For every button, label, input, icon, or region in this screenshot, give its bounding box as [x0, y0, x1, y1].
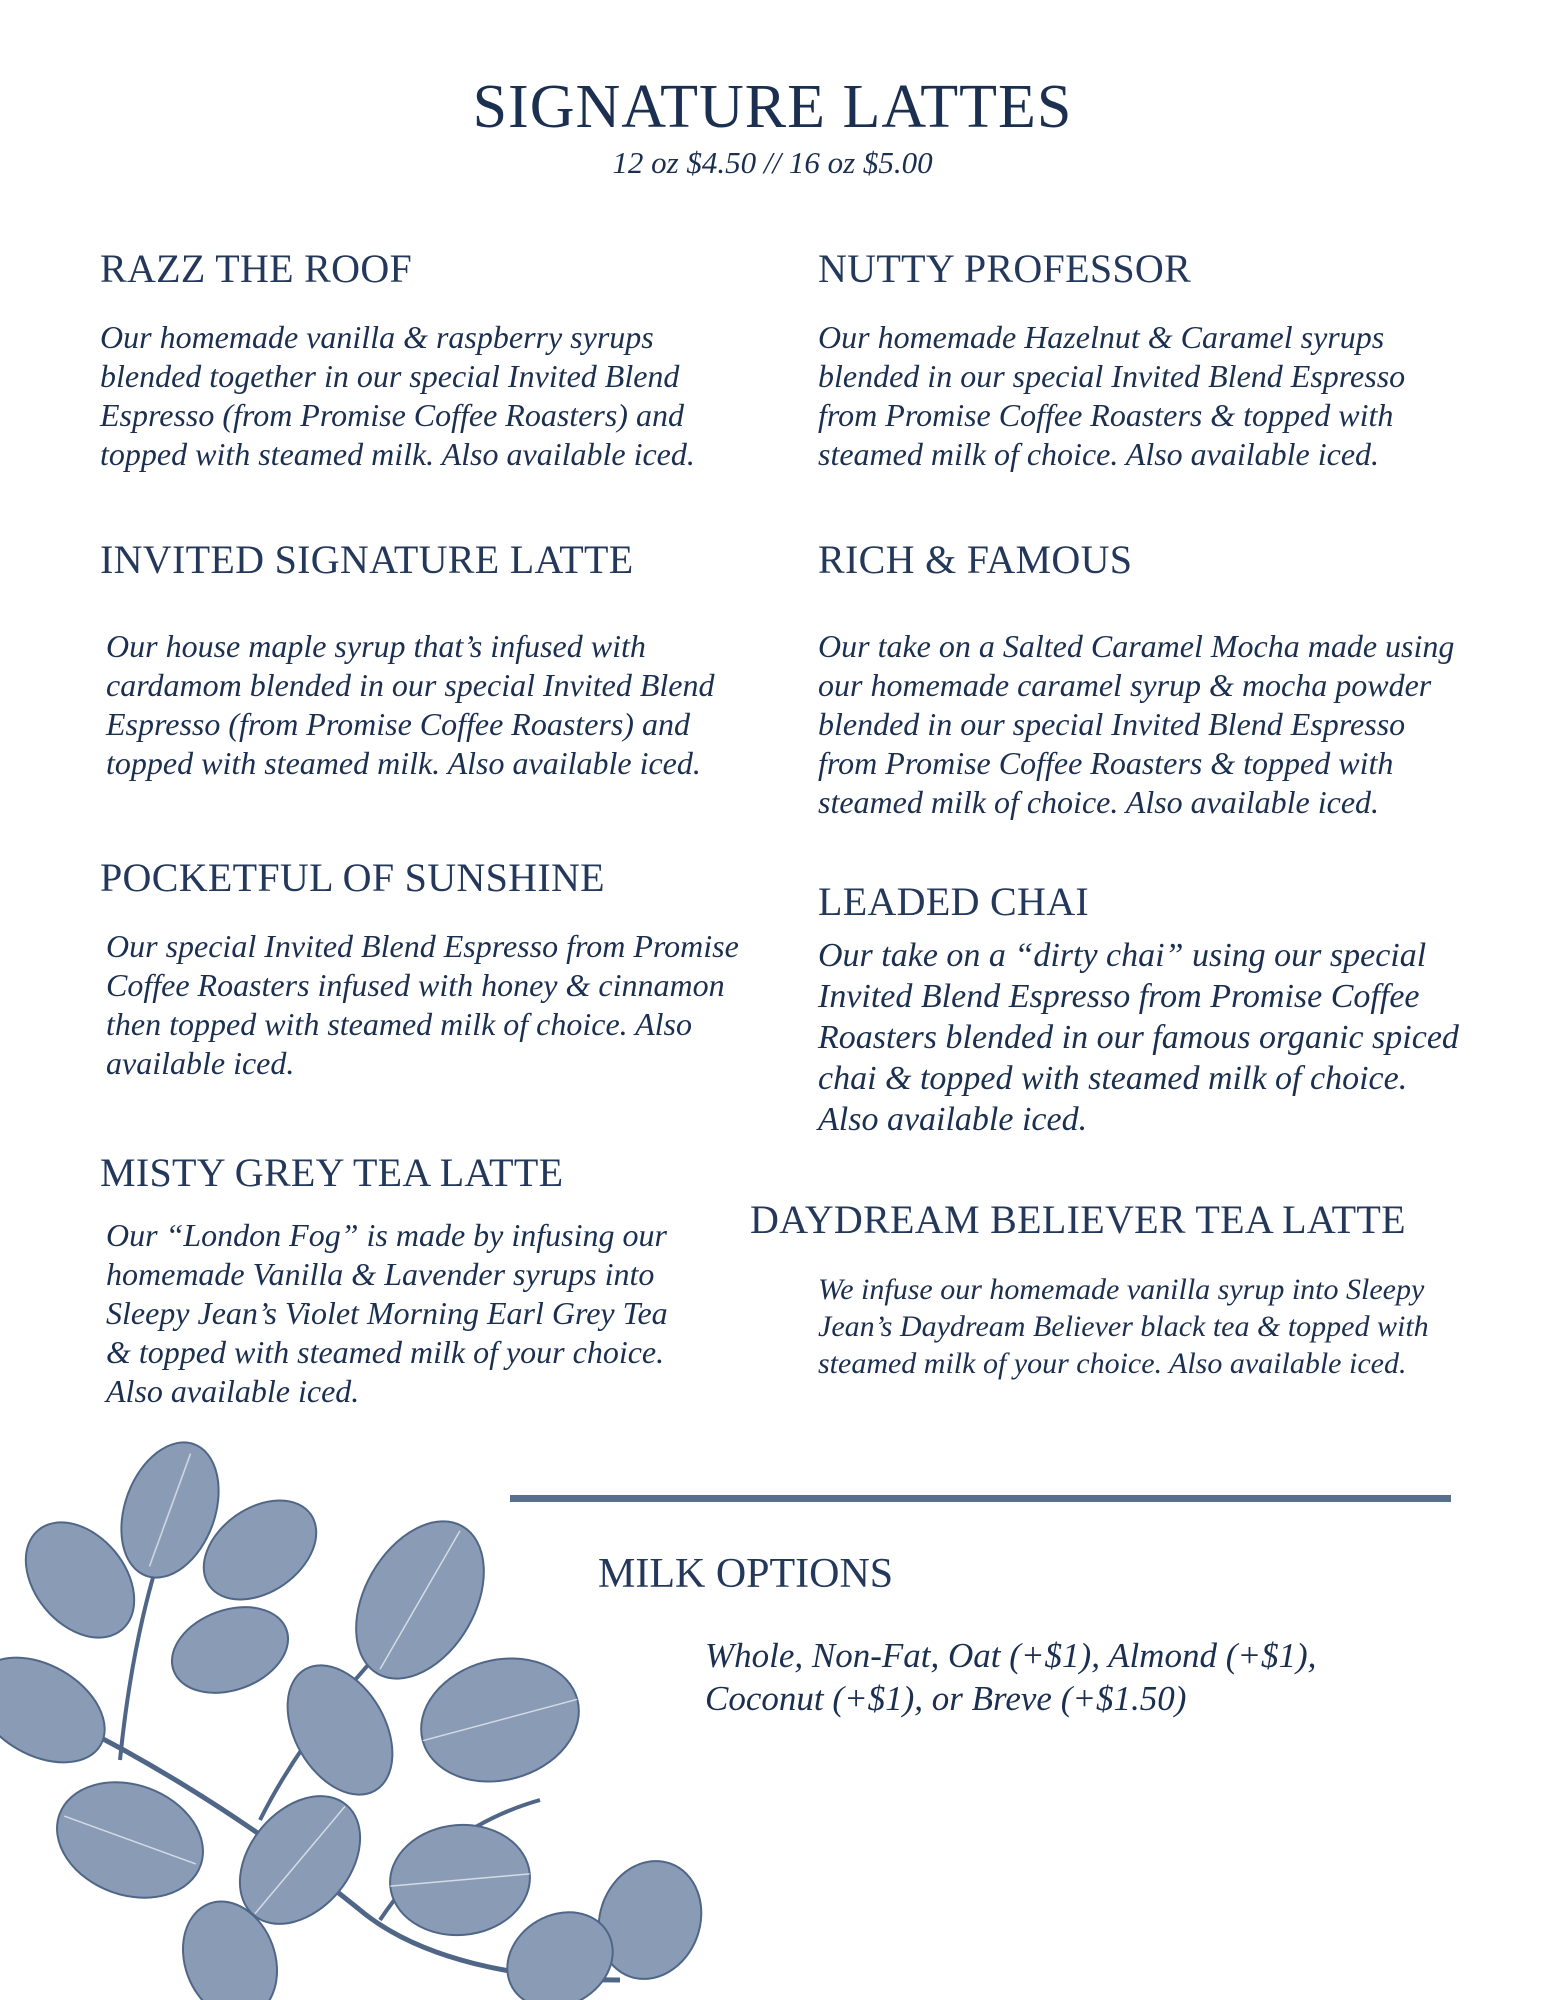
item-name: INVITED SIGNATURE LATTE: [100, 537, 634, 582]
menu-item-rich-and-famous: [818, 536, 1468, 822]
botanical-leaves-illustration: [0, 1440, 760, 2000]
menu-item-razz-the-roof: [100, 245, 720, 474]
item-description: We infuse our homemade vanilla syrup into Sleepy Jean’s Daydream Believer black tea & topped with steamed milk of your choice. Also available iced.: [818, 1273, 1429, 1380]
menu-item-invited-signature-latte: [100, 536, 740, 783]
item-description: Our take on a “dirty chai” using our special Invited Blend Espresso from Promise Coffee Roasters blended in our famous organic spiced chai & topped with steamed milk of choice. Also available iced.: [818, 937, 1459, 1138]
item-name: POCKETFUL OF SUNSHINE: [100, 855, 605, 900]
menu-item-daydream-believer-tea-latte: [750, 1196, 1470, 1382]
menu-item-misty-grey-tea-latte: [100, 1149, 700, 1411]
item-description: Our homemade vanilla & raspberry syrups blended together in our special Invited Blend Espresso (from Promise Coffee Roasters) and topped with steamed milk. Also available iced.: [100, 319, 695, 472]
milk-options-list: Whole, Non-Fat, Oat (+$1), Almond (+$1), Coconut (+$1), or Breve (+$1.50): [705, 1636, 1317, 1718]
menu-item-leaded-chai: [818, 878, 1468, 1140]
item-name: LEADED CHAI: [818, 879, 1090, 924]
menu-item-pocketful-of-sunshine: [100, 854, 740, 1083]
menu-title: SIGNATURE LATTES: [472, 73, 1073, 141]
item-name: RICH & FAMOUS: [818, 537, 1133, 582]
price-line: 12 oz $4.50 // 16 oz $5.00: [612, 145, 933, 180]
item-name: NUTTY PROFESSOR: [818, 246, 1192, 291]
item-description: Our take on a Salted Caramel Mocha made using our homemade caramel syrup & mocha powder blended in our special Invited Blend Espresso from Promise Coffee Roasters & topped with steamed milk of choice. Also available iced.: [818, 628, 1455, 820]
item-description: Our homemade Hazelnut & Caramel syrups blended in our special Invited Blend Espresso from Promise Coffee Roasters & topped with steamed milk of choice. Also available iced.: [818, 319, 1406, 472]
item-description: Our special Invited Blend Espresso from Promise Coffee Roasters infused with honey & cinnamon then topped with steamed milk of choice. Also available iced.: [106, 928, 739, 1081]
item-description: Our “London Fog” is made by infusing our homemade Vanilla & Lavender syrups into Sleepy Jean’s Violet Morning Earl Grey Tea & topped with steamed milk of your choice. Also available iced.: [106, 1217, 668, 1409]
item-description: Our house maple syrup that’s infused with cardamom blended in our special Invited Blend Espresso (from Promise Coffee Roasters) and topped with steamed milk. Also available iced.: [106, 628, 715, 781]
item-name: RAZZ THE ROOF: [100, 246, 413, 291]
menu-item-nutty-professor: [818, 245, 1458, 474]
milk-options-title: MILK OPTIONS: [598, 1551, 894, 1597]
item-name: DAYDREAM BELIEVER TEA LATTE: [750, 1197, 1406, 1242]
item-name: MISTY GREY TEA LATTE: [100, 1150, 564, 1195]
